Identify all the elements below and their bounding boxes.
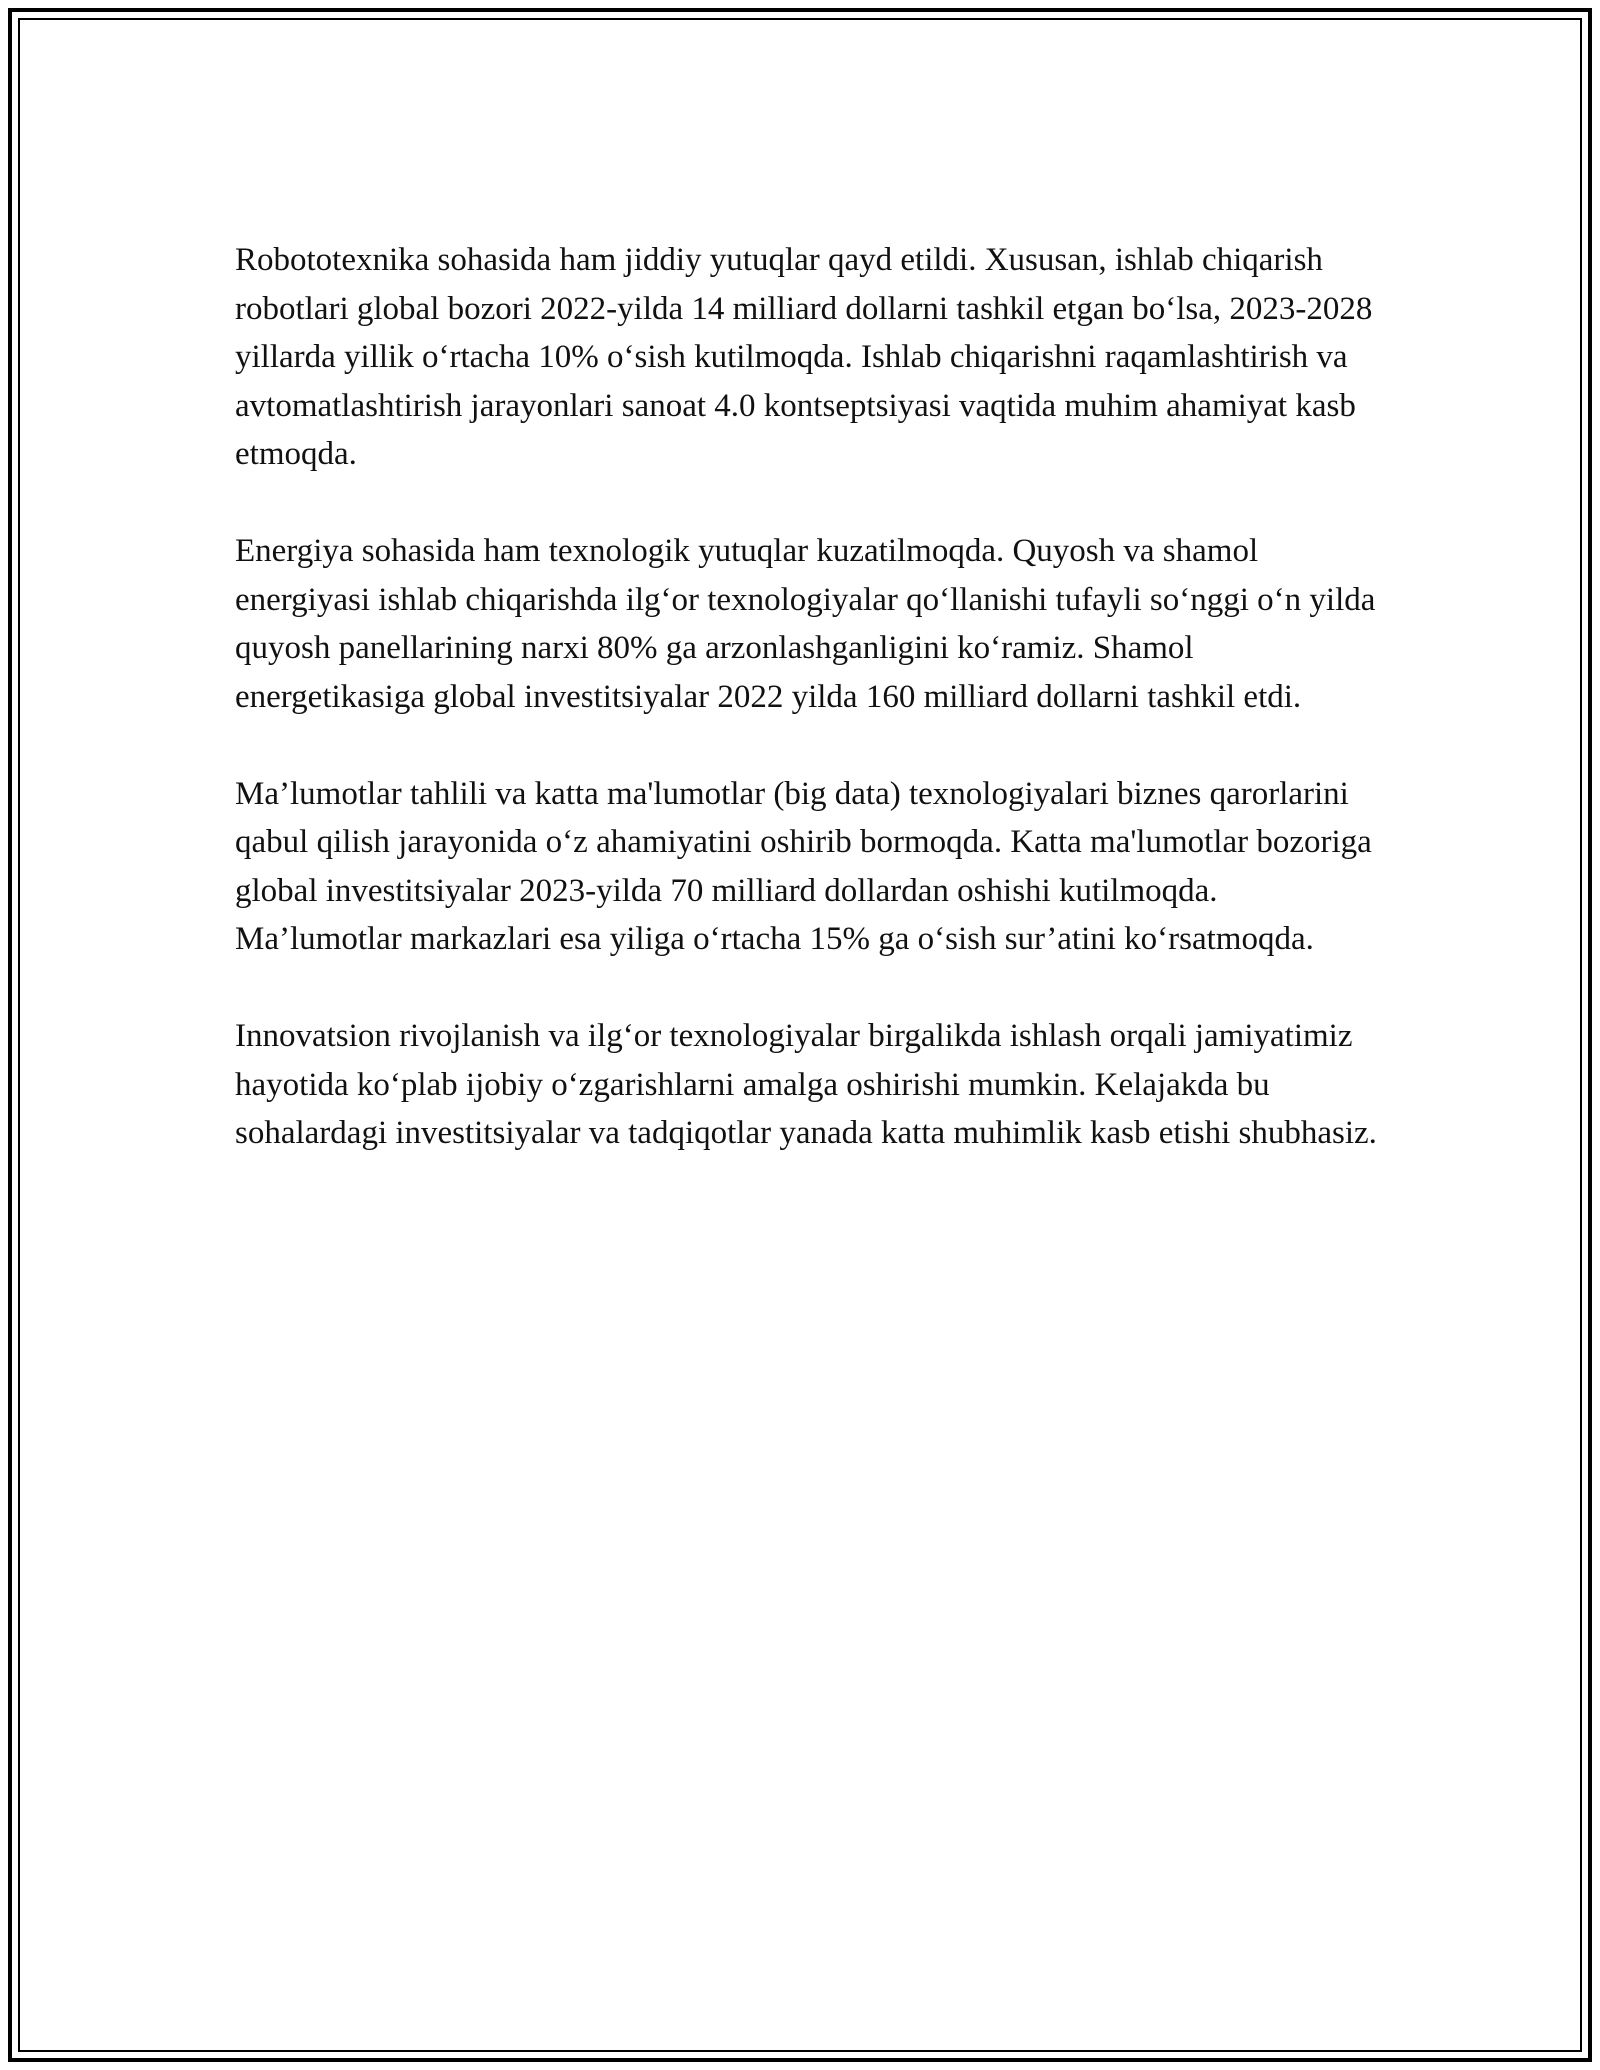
paragraph-robotics: Robototexnika sohasida ham jiddiy yutuqlar qayd etildi. Xususan, ishlab chiqarish robotlari global bozori 2022-yilda 14 milliard dollarni tashkil etgan bo‘lsa, 2023-2028 yillarda yillik o‘rtacha 10% o‘sish kutilmoqda. Ishlab chiqarishni raqamlashtirish va avtomatlashtirish jarayonlari sanoat 4.0 kontseptsiyasi vaqtida muhim ahamiyat kasb etmoqda. <box>235 242 1373 472</box>
document-body <box>235 236 1385 1158</box>
paragraph-big-data: Ma’lumotlar tahlili va katta ma'lumotlar (big data) texnologiyalari biznes qarorlarini qabul qilish jarayonida o‘z ahamiyatini oshirib bormoqda. Katta ma'lumotlar bozoriga global investitsiyalar 2023-yilda 70 milliard dollardan oshishi kutilmoqda. Ma’lumotlar markazlari esa yiliga o‘rtacha 15% ga o‘sish sur’atini ko‘rsatmoqda. <box>235 775 1372 957</box>
paragraph-energy: Energiya sohasida ham texnologik yutuqlar kuzatilmoqda. Quyosh va shamol energiyasi ishlab chiqarishda ilg‘or texnologiyalar qo‘llanishi tufayli so‘nggi o‘n yilda quyosh panellarining narxi 80% ga arzonlashganligini ko‘ramiz. Shamol energetikasiga global investitsiyalar 2022 yilda 160 milliard dollarni tashkil etdi. <box>235 533 1376 715</box>
paragraph-conclusion: Innovatsion rivojlanish va ilg‘or texnologiyalar birgalikda ishlash orqali jamiyatimiz hayotida ko‘plab ijobiy o‘zgarishlarni amalga oshirishi mumkin. Kelajakda bu sohalardagi investitsiyalar va tadqiqotlar yanada katta muhimlik kasb etishi shubhasiz. <box>235 1018 1377 1151</box>
